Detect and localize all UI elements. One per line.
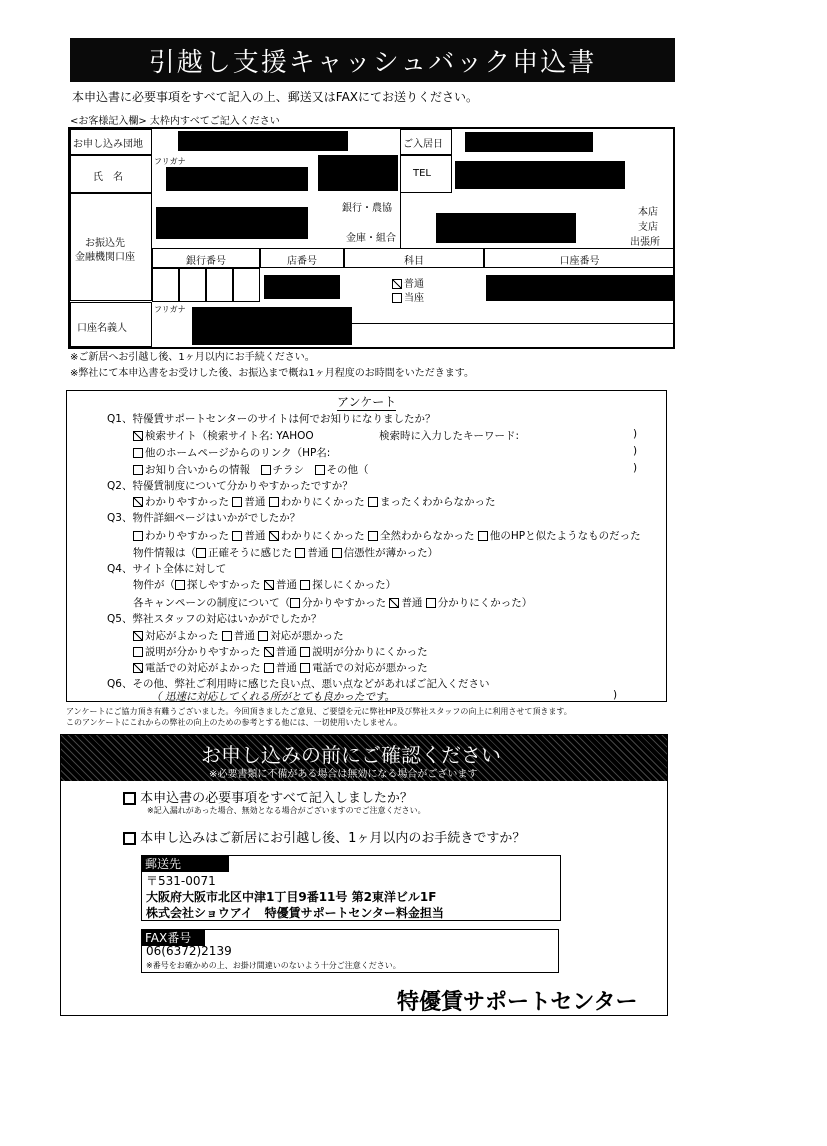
- checkbox-checked[interactable]: [389, 598, 399, 608]
- q5-b: 説明が分かりやすかった 普通 説明が分かりにくかった: [133, 644, 428, 659]
- q3-options: わかりやすかった 普通 わかりにくかった 全然わからなかった 他のHPと似たようなものだった: [133, 528, 641, 543]
- q4: Q4、サイト全体に対して: [107, 563, 227, 575]
- bank-type-bottom: 金庫・組合: [346, 233, 396, 244]
- thanks-1: アンケートにご協力頂き有難うございました。今回頂きましたご意見、ご要望を元に弊社HP及び弊社スタッフの向上に利用させて頂きます。: [66, 707, 572, 716]
- furigana-label: フリガナ: [154, 157, 186, 166]
- holder-furigana-label: フリガナ: [154, 305, 186, 314]
- fax-number: 06(6372)2139: [146, 944, 232, 958]
- redacted-account-number: [486, 275, 674, 301]
- paren: ): [633, 428, 638, 440]
- checkbox[interactable]: [133, 531, 143, 541]
- checkbox-checked[interactable]: [133, 631, 143, 641]
- redacted-bank: [156, 207, 308, 239]
- move-date-label: ご入居日: [400, 129, 452, 155]
- page-title: 引越し支援キャッシュバック申込書: [70, 38, 675, 82]
- bank-label-cell: [70, 193, 152, 301]
- branch-type-1: 本店: [638, 207, 658, 218]
- check-1-note: ※記入漏れがあった場合、無効となる場合がございますのでご注意ください。: [147, 806, 426, 815]
- checkbox-checked[interactable]: [269, 531, 279, 541]
- bank-type-top: 銀行・農協: [342, 203, 392, 214]
- mail-label: 郵送先: [141, 855, 229, 872]
- q1-keyword: 検索時に入力したキーワード:: [379, 430, 520, 442]
- paren: ): [633, 462, 638, 474]
- checkbox[interactable]: [368, 497, 378, 507]
- redacted-name-2: [318, 155, 398, 191]
- company: 株式会社ショウアイ 特優賃サポートセンター料金担当: [146, 906, 444, 920]
- checkbox[interactable]: [123, 832, 136, 845]
- bank-code-digit[interactable]: [233, 268, 260, 302]
- checkbox[interactable]: [392, 293, 402, 303]
- branch-type-2: 支店: [638, 222, 658, 233]
- fax-label: FAX番号: [141, 929, 205, 946]
- q1: Q1、特優賃サポートセンターのサイトは何でお知りになりましたか？: [107, 413, 436, 425]
- redacted-date: [465, 132, 593, 152]
- paren: ): [613, 689, 618, 701]
- checkbox[interactable]: [300, 663, 310, 673]
- checkbox[interactable]: [269, 497, 279, 507]
- bank-code-label: 銀行番号: [152, 248, 260, 268]
- paren: ): [633, 445, 638, 457]
- holder-label: 口座名義人: [70, 302, 152, 347]
- fax-box: [141, 929, 559, 973]
- redacted-name: [166, 167, 308, 191]
- bank-code-digit[interactable]: [152, 268, 179, 302]
- q1-option-a: 検索サイト（検索サイト名: YAHOO: [133, 428, 314, 443]
- branch-type-3: 出張所: [630, 237, 660, 248]
- redacted-tel: [455, 161, 625, 189]
- checkbox[interactable]: [264, 663, 274, 673]
- checkbox[interactable]: [196, 548, 206, 558]
- checkbox[interactable]: [133, 465, 143, 475]
- checkbox[interactable]: [175, 580, 185, 590]
- checkbox[interactable]: [478, 531, 488, 541]
- redacted-branch: [436, 213, 576, 243]
- checkbox[interactable]: [300, 647, 310, 657]
- redacted-branch-code: [264, 275, 340, 299]
- bank-label-1: お振込先: [85, 238, 125, 249]
- divider: [352, 323, 673, 324]
- checkbox[interactable]: [332, 548, 342, 558]
- q4-a: 物件が（ 探しやすかった 普通 探しにくかった）: [133, 579, 397, 591]
- q6: Q6、その他、弊社ご利用時に感じた良い点、悪い点などがあればご記入ください: [107, 678, 490, 690]
- survey-title: アンケート: [337, 395, 397, 409]
- account-type-label: 科目: [344, 248, 484, 268]
- checkbox-checked[interactable]: [133, 497, 143, 507]
- confirm-header: [61, 735, 667, 781]
- intro-text: 本申込書に必要事項をすべて記入の上、郵送又はFAXにてお送りください。: [72, 90, 478, 104]
- q2: Q2、特優賃制度について分かりやすかったですか？: [107, 480, 353, 492]
- account-type-1: 普通: [392, 275, 424, 290]
- customer-form: [68, 127, 675, 349]
- checkbox[interactable]: [232, 497, 242, 507]
- center-logo: 特優賃サポートセンター: [397, 989, 638, 1015]
- checkbox[interactable]: [261, 465, 271, 475]
- check-1: 本申込書の必要事項をすべて記入しましたか？: [123, 787, 413, 806]
- postal: 〒531-0071: [146, 874, 216, 888]
- redacted-group: [178, 131, 348, 151]
- checkbox[interactable]: [295, 548, 305, 558]
- name-label: 氏 名: [70, 155, 152, 193]
- checkbox[interactable]: [368, 531, 378, 541]
- checkbox[interactable]: [123, 792, 136, 805]
- account-type-2: 当座: [392, 289, 424, 304]
- bank-label-2: 金融機関口座: [75, 252, 135, 263]
- checkbox-checked[interactable]: [392, 279, 402, 289]
- checkbox[interactable]: [133, 448, 143, 458]
- account-number-label: 口座番号: [484, 248, 675, 268]
- checkbox[interactable]: [222, 631, 232, 641]
- checkbox[interactable]: [258, 631, 268, 641]
- thanks-2: このアンケートにこれからの弊社の向上のための参考とする他には、一切使用いたしません。: [66, 718, 402, 727]
- checkbox-checked[interactable]: [133, 431, 143, 441]
- q3-info: 物件情報は（ 正確そうに感じた 普通 信憑性が薄かった）: [133, 547, 439, 559]
- note-2: ※弊社にて本申込書をお受けした後、お振込まで概ね1ヶ月程度のお時間をいただきます。: [70, 368, 474, 379]
- group-label: お申し込み団地: [70, 129, 152, 155]
- branch-code-label: 店番号: [260, 248, 344, 268]
- q5-a: 対応がよかった 普通 対応が悪かった: [133, 628, 344, 643]
- q5: Q5、弊社スタッフの対応はいかがでしたか？: [107, 613, 322, 625]
- q3: Q3、物件詳細ページはいかがでしたか？: [107, 512, 301, 524]
- address: 大阪府大阪市北区中津1丁目9番11号 第2東洋ビル1F: [146, 890, 437, 904]
- checkbox[interactable]: [315, 465, 325, 475]
- checkbox[interactable]: [133, 647, 143, 657]
- checkbox-checked[interactable]: [264, 647, 274, 657]
- divider: [400, 193, 401, 248]
- q1-option-c: お知り合いからの情報 チラシ その他（: [133, 462, 369, 477]
- redacted-holder: [192, 307, 352, 345]
- bank-code-digit[interactable]: [179, 268, 206, 302]
- checkbox[interactable]: [426, 598, 436, 608]
- note-1: ※ご新居へお引越し後、1ヶ月以内にお手続ください。: [70, 352, 315, 363]
- q2-options: わかりやすかった 普通 わかりにくかった まったくわからなかった: [133, 494, 496, 509]
- confirm-title: お申し込みの前にご確認ください: [201, 743, 501, 767]
- q1-option-b: 他のホームページからのリンク（HP名:: [133, 445, 330, 460]
- checkbox-checked[interactable]: [264, 580, 274, 590]
- checkbox[interactable]: [232, 531, 242, 541]
- q4-b: 各キャンペーンの制度について（ 分かりやすかった 普通 分かりにくかった）: [133, 597, 533, 609]
- customer-section-label: <お客様記入欄> 太枠内すべてご記入ください: [70, 116, 280, 127]
- check-2: 本申し込みはご新居にお引越し後、1ヶ月以内のお手続きですか？: [123, 827, 525, 846]
- bank-code-digit[interactable]: [206, 268, 233, 302]
- confirm-subtitle: ※必要書類に不備がある場合は無効になる場合がございます: [209, 769, 478, 780]
- q6-answer: （ 迅速に対応してくれる所がとても良かったです。: [151, 691, 395, 703]
- confirm-box: [60, 734, 668, 1016]
- q5-c: 電話での対応がよかった 普通 電話での対応が悪かった: [133, 660, 428, 675]
- tel-label: TEL: [400, 155, 452, 193]
- mail-box: [141, 855, 561, 921]
- checkbox-checked[interactable]: [133, 663, 143, 673]
- checkbox[interactable]: [290, 598, 300, 608]
- checkbox[interactable]: [300, 580, 310, 590]
- fax-note: ※番号をお確かめの上、お掛け間違いのないよう十分ご注意ください。: [146, 961, 401, 970]
- survey-box: [66, 390, 667, 702]
